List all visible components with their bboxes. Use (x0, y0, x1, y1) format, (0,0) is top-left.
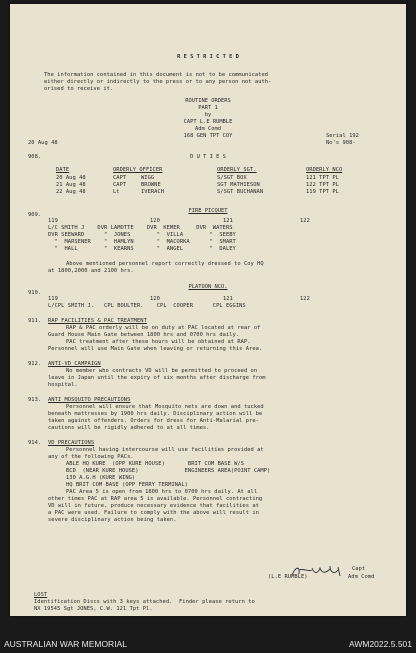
footer-left-label: AUSTRALIAN WAR MEMORIAL (4, 639, 127, 649)
paragraph-line: a PAC were used. Failure to comply with the above will result in (48, 510, 259, 516)
paragraph-line: Personnel will ensure that Mosquito nets are down and tucked (66, 404, 264, 410)
section-number: 914. (28, 440, 42, 446)
paragraph-line: PAC Area 5 is open from 1800 hrs to 0700 hrs daily. At all (66, 489, 258, 495)
duty-officer: BROWNE (141, 182, 161, 188)
paragraph-line: Guard House Main Gate between 1800 hrs and 0700 hrs daily. (48, 332, 240, 338)
section-number: 912. (28, 361, 42, 367)
heading-line: CAPT L.E RUMBLE (183, 119, 233, 125)
lost-line: NX 19545 Sgt JONES, C.W. 121 Tpt Pl. (34, 606, 153, 612)
duty-sergeant: S/SGT BUCHANAN (217, 189, 264, 195)
duty-date: 21 Aug 48 (56, 182, 86, 188)
platoon-number: 119 (48, 218, 58, 224)
duty-nco: 119 TPT PL (306, 189, 339, 195)
section-number: 909. (28, 212, 42, 218)
column-header: ORDERLY NCO (306, 167, 343, 173)
classification-header: R E S T R I C T E D (177, 54, 239, 60)
platoon-nco-line: L/CPL SMITH J. CPL BOULTER. CPL COOPER CPL EGGINS (48, 303, 246, 309)
notice-line: orised to receive it. (44, 86, 114, 92)
paragraph-line: Personnel will use Main Gate when leaving or returning this Area. (48, 346, 263, 352)
duty-rank: CAPT (113, 175, 127, 181)
duty-officer: WIGG (141, 175, 155, 181)
platoon-number: 120 (150, 296, 160, 302)
paragraph-line: cautions will be rigidly adhered to at all times. (48, 425, 210, 431)
paragraph-line: any of the following PACs. (48, 454, 134, 460)
duty-sergeant: SGT MATHIESON (217, 182, 260, 188)
document-page (10, 4, 406, 616)
section-title: FIRE PICQUET (188, 208, 228, 214)
duty-date: 20 Aug 48 (56, 175, 86, 181)
picquet-line: " MARSENER " HAMLYN " MACORKA " SMART (48, 239, 236, 245)
section-title: ANTI MOSQUITO PRECAUTIONS (48, 397, 131, 403)
duty-date: 22 Aug 48 (56, 189, 86, 195)
picquet-line: " HALL " KEARNS " ANGEL " DALEY (48, 246, 236, 252)
section-title: PLATOON NCO. (188, 284, 228, 290)
picquet-line: L/C SMITH J DVR LAMOTTE DVR KEMER DVR WATERS (48, 225, 233, 231)
lost-title: LOST (34, 592, 48, 598)
order-date: 20 Aug 48 (28, 140, 58, 146)
heading-line: Adm Comd (195, 126, 221, 132)
column-header: ORDERLY SGT. (217, 167, 257, 173)
duty-sergeant: S/SGT BOX (217, 175, 247, 181)
paragraph-line: leave in Japan until the expiry of six months after discharge from (48, 375, 266, 381)
column-header: ORDERLY OFFICER (113, 167, 163, 173)
signature-name: (L.E RUMBLE) (268, 574, 308, 580)
section-number: 913. (28, 397, 42, 403)
heading-line: ROUTINE ORDERS (185, 98, 231, 104)
picquet-line: DVR SEEWARD " JONES " VILLA " SEEBY (48, 232, 236, 238)
platoon-number: 119 (48, 296, 58, 302)
heading-line: 168 GEN TPT COY (183, 133, 233, 139)
platoon-number: 121 (223, 218, 233, 224)
paragraph-line: No member who contracts VD will be permitted to proceed on (66, 368, 258, 374)
section-title: D U T I E S (190, 154, 226, 160)
picquet-note: Above mentioned personnel report correctly dressed to Coy HQ (66, 261, 264, 267)
paragraph-line: other times PAC at RAP area 5 is available. Personnel contracting (48, 496, 263, 502)
duty-nco: 121 TPT PL (306, 175, 339, 181)
paragraph-line: Personnel having intercourse will use facilities provided at (66, 447, 264, 453)
paragraph-line: PAC treatment after these hours will be obtained at RAP. (66, 339, 251, 345)
platoon-number: 120 (150, 218, 160, 224)
platoon-number: 122 (300, 218, 310, 224)
pac-location: 130 A.G.H (KURE WING) (66, 475, 136, 481)
serial-number: Serial 192 (326, 133, 359, 139)
section-number: 908. (28, 154, 42, 160)
column-header: DATE (56, 167, 70, 173)
notice-line: either directly or indirectly to the press or to any person not auth- (44, 79, 272, 85)
pac-location: BCD (NEAR KURE HOUSE) ENGINEERS AREA(POINT CAMP) (66, 468, 271, 474)
picquet-note: at 1800,2000 and 2100 hrs. (48, 268, 134, 274)
paragraph-line: taken against offenders. Orders for dress for Anti-Malarial pre- (48, 418, 259, 424)
pac-location: ABLE HQ KURE (OPP KURE HOUSE) BRIT COM BASE W/S (66, 461, 244, 467)
section-number: 911. (28, 318, 42, 324)
paragraph-line: severe disciplinary action being taken. (48, 517, 177, 523)
section-title: RAP FACILITIES & PAC TREATMENT (48, 318, 147, 324)
duty-rank: CAPT (113, 182, 127, 188)
signature-appointment: Adm Comd (348, 574, 375, 580)
paragraph-line: RAP & PAC orderly will be on duty at PAC located at rear of (66, 325, 261, 331)
pac-location: HQ BRIT COM BASE (OPP FERRY TERMINAL) (66, 482, 188, 488)
notice-line: The information contained in this document is not to be communicated (44, 72, 269, 78)
section-title: ANTI-VD CAMPAIGN (48, 361, 101, 367)
lost-line: Identification Discs with 3 keys attached. Finder please return to (34, 599, 255, 605)
order-numbers: No's 908- (326, 140, 356, 146)
paragraph-line: hospital. (48, 382, 78, 388)
duty-nco: 122 TPT PL (306, 182, 339, 188)
signature-rank: Capt (352, 566, 366, 572)
footer-bar (0, 636, 416, 653)
section-title: VD PRECAUTIONS (48, 440, 95, 446)
duty-rank: Lt (113, 189, 120, 195)
platoon-number: 122 (300, 296, 310, 302)
heading-line: PART 1 (198, 105, 218, 111)
heading-line: by (204, 112, 212, 118)
duty-officer: IVERACH (141, 189, 165, 195)
platoon-number: 121 (223, 296, 233, 302)
section-number: 910. (28, 290, 42, 296)
paragraph-line: VD will in future, produce necessary evidence that facilities at (48, 503, 259, 509)
paragraph-line: beneath mattresses by 1900 hrs daily. Disciplinary action will be (48, 411, 263, 417)
footer-right-label: AWM2022.5.501 (349, 639, 412, 649)
